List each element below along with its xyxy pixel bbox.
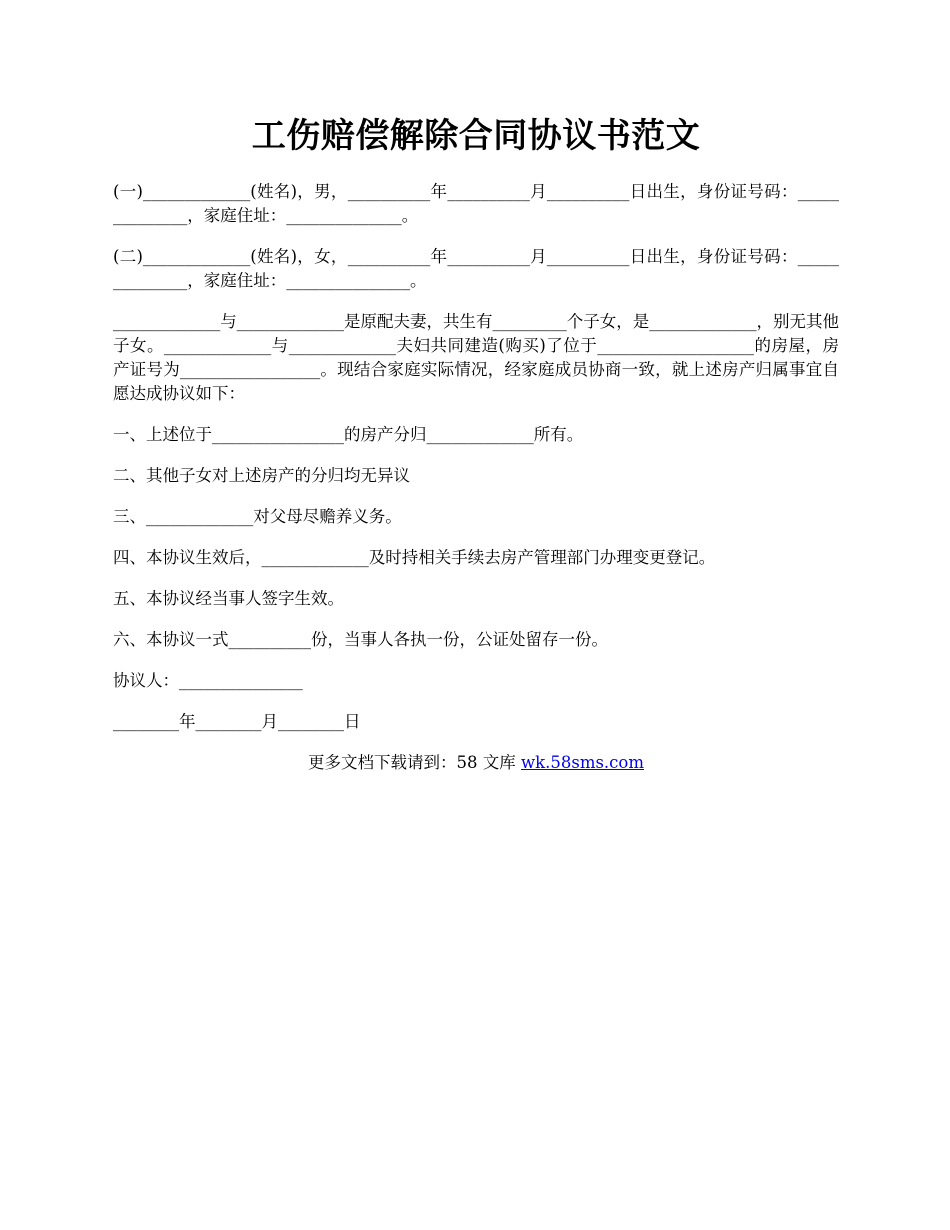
signatory-line: 协议人：_______________ (113, 671, 303, 690)
clause-five: 五、本协议经当事人签字生效。 (113, 589, 344, 608)
footer-link[interactable]: wk.58sms.com (520, 753, 644, 772)
date-line: ________年________月________日 (113, 712, 361, 731)
document-body (113, 180, 839, 775)
background-paragraph: _____________与_____________是原配夫妻，共生有_________个子女，是_____________，别无其他子女。_____________与_____________夫妇共同建造(购买)了位于___________________的房屋，房产证号为_________________。现结合家庭实际情况，经家庭成员协商一致，就上述房产归属事宜自愿达成协议如下： (113, 312, 839, 403)
document-title: 工伤赔偿解除合同协议书范文 (251, 116, 701, 156)
party-one-paragraph: (一)_____________(姓名)，男，__________年__________月__________日出生，身份证号码：______________，家庭住址：______________。 (113, 182, 839, 225)
download-footer (113, 751, 839, 775)
clause-two: 二、其他子女对上述房产的分归均无异议 (113, 466, 410, 485)
footer-text: 更多文档下载请到：58 文库 (307, 753, 521, 772)
clause-three: 三、_____________对父母尽赡养义务。 (113, 507, 402, 526)
clause-six: 六、本协议一式__________份，当事人各执一份，公证处留存一份。 (113, 630, 608, 649)
clause-four: 四、本协议生效后，_____________及时持相关手续去房产管理部门办理变更登记。 (113, 548, 716, 567)
clause-one: 一、上述位于________________的房产分归_____________所有。 (113, 425, 584, 444)
party-two-paragraph: (二)_____________(姓名)，女，__________年__________月__________日出生，身份证号码：______________，家庭住址：_______________。 (113, 247, 839, 290)
